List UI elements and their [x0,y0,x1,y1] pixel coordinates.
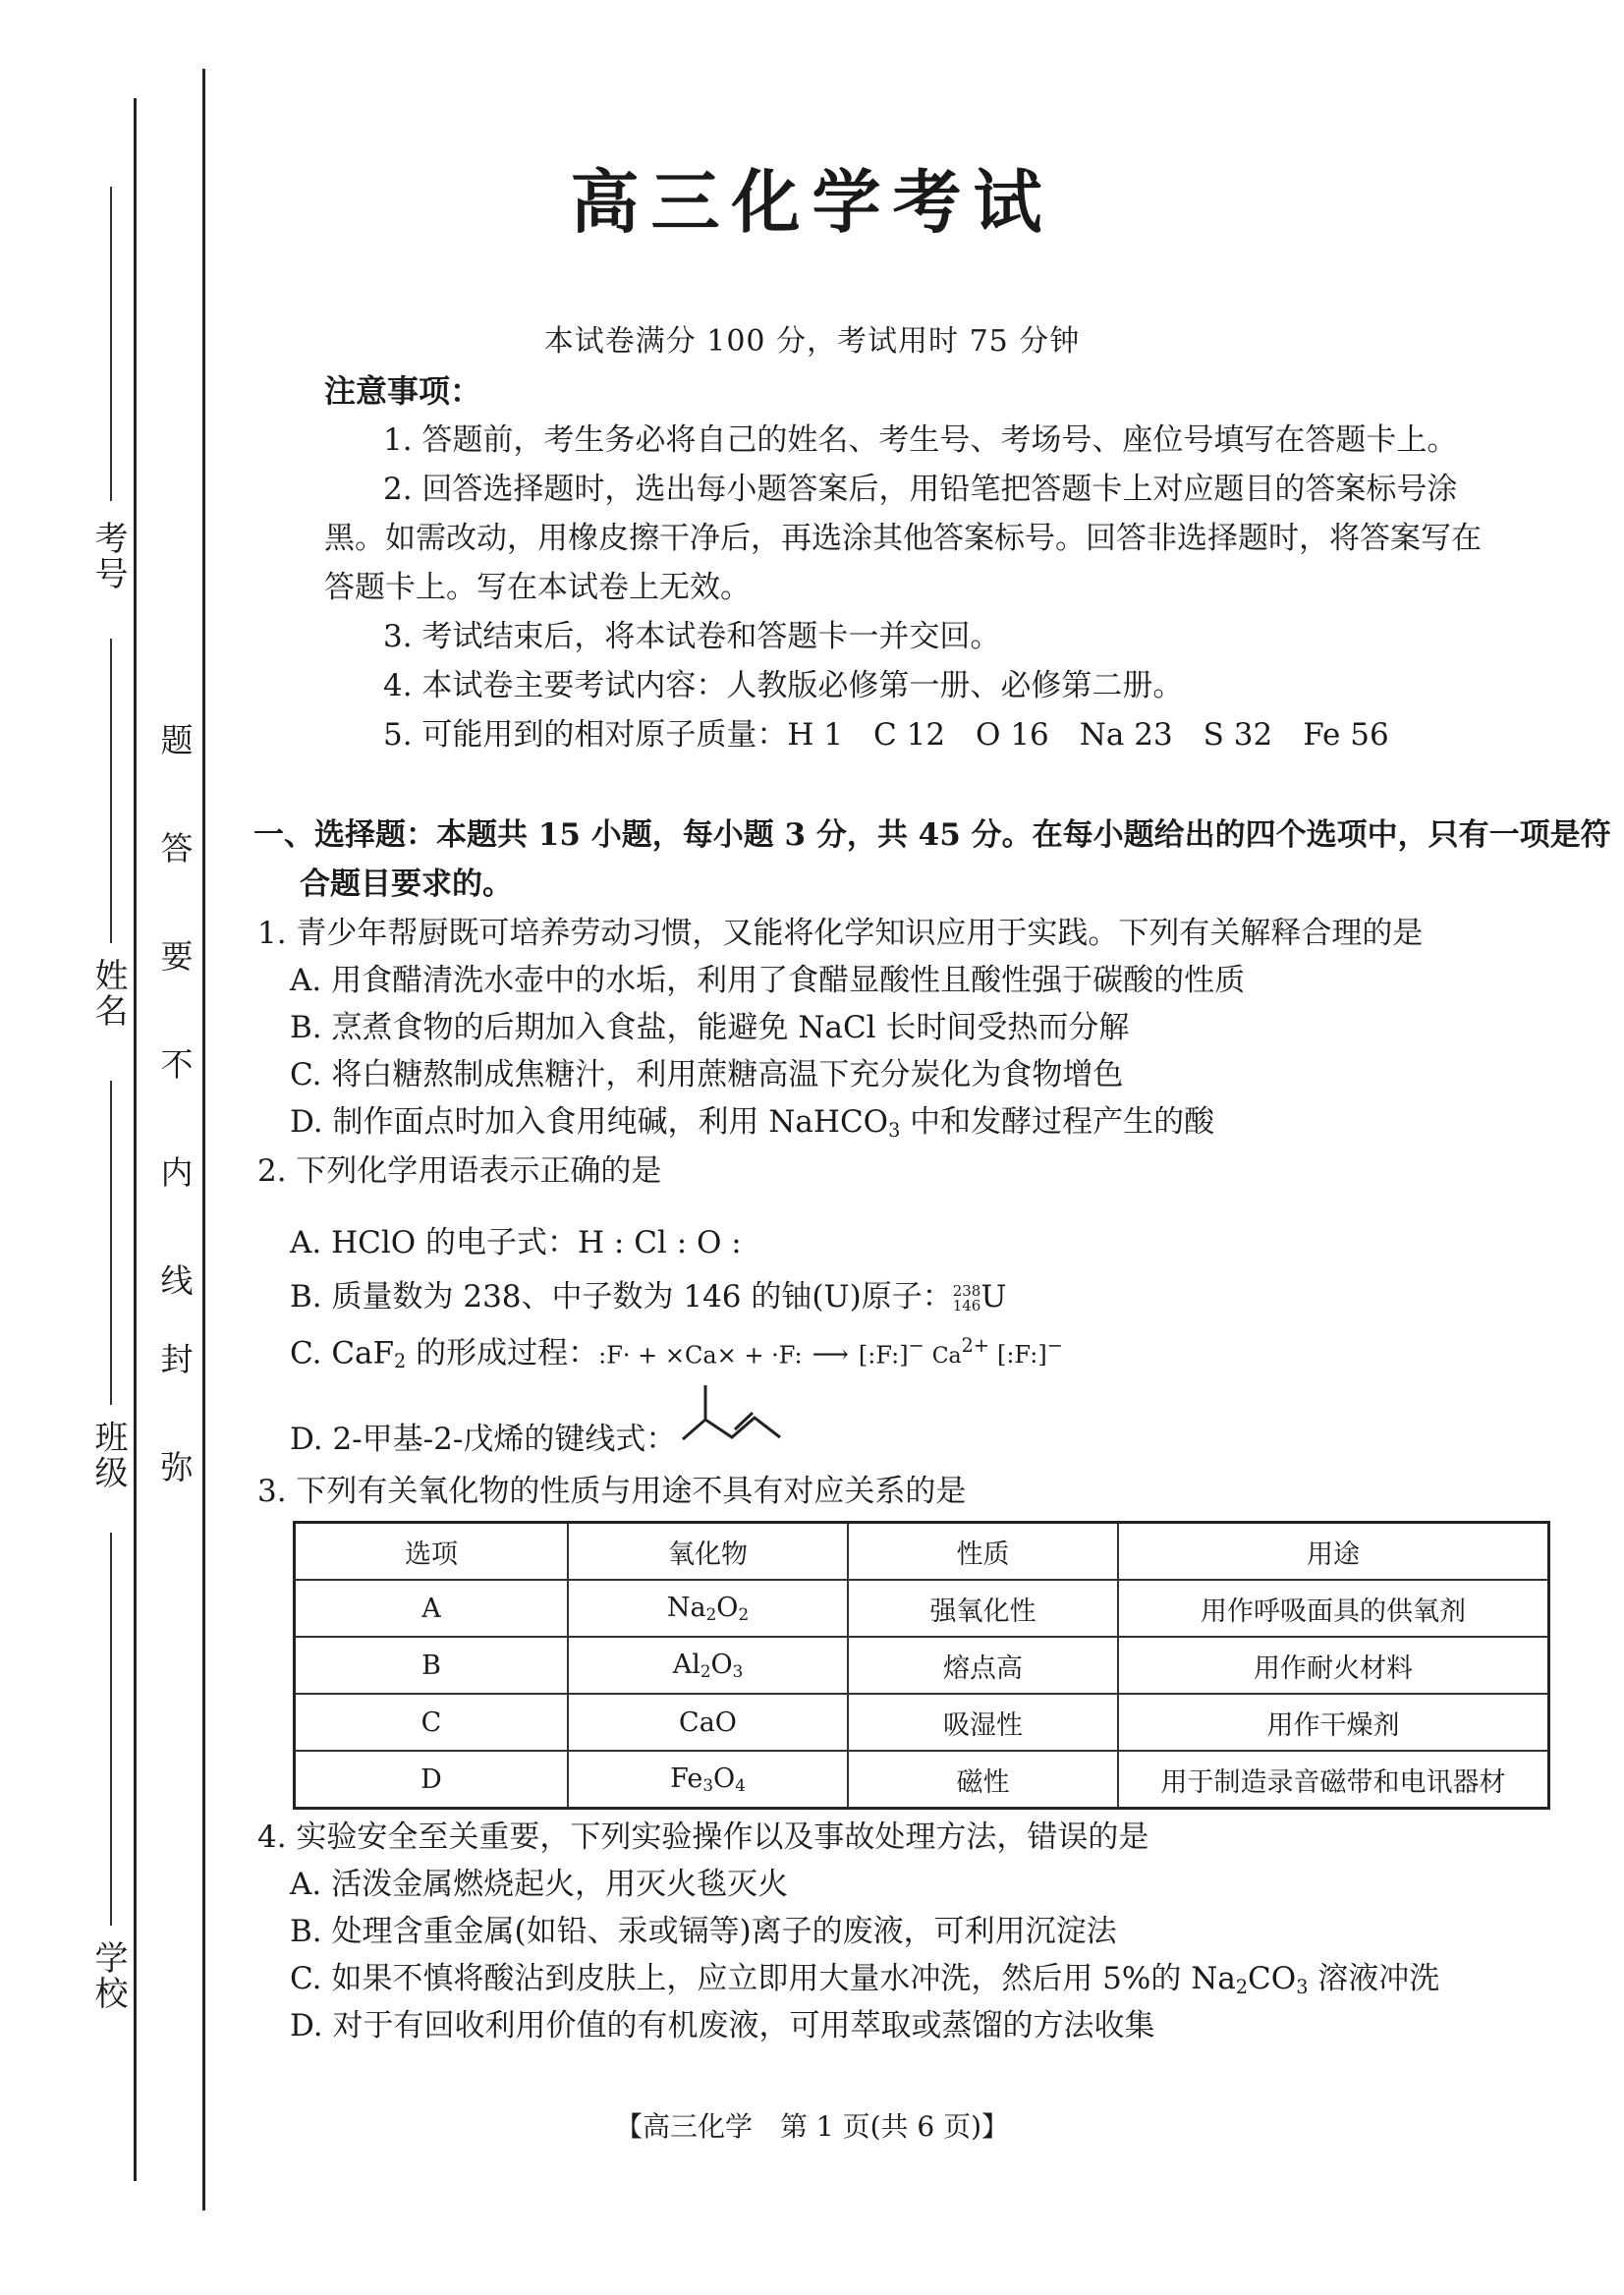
table-cell-use: 用作耐火材料 [1118,1637,1549,1694]
seal-char: 封 [160,1340,194,1378]
f-charge: − [908,1334,924,1357]
table-cell-use: 用作干燥剂 [1118,1694,1549,1751]
q4-c-sub: 2 [1235,1975,1249,1998]
field-line-xuexiao [110,1533,112,1926]
q4-c-pre: C. 如果不慎将酸沾到皮肤上，应立即用大量水冲洗，然后用 5%的 Na [290,1961,1236,1996]
q2-option-b [290,1277,1006,1316]
seal-char: 线 [160,1261,194,1300]
table-cell-option: D [295,1751,569,1809]
q3-stem: 3. 下列有关氧化物的性质与用途不具有对应关系的是 [257,1474,967,1509]
u-atomic-number: 146 [952,1296,981,1315]
caf2-reactants: :F· + ×Ca× + ·F: [598,1341,803,1370]
q2-b-label: B. 质量数为 238、中子数为 146 的铀(U)原子： [290,1279,953,1315]
f-charge: − [1046,1334,1063,1357]
q2-stem: 2. 下列化学用语表示正确的是 [257,1153,662,1189]
field-label-xuexiao: 学校 [88,1940,128,2011]
table-header: 氧化物 [568,1523,848,1581]
seal-char: 弥 [160,1448,194,1486]
q4-c-sub: 3 [1296,1975,1309,1998]
notice-item: 4. 本试卷主要考试内容：人教版必修第一册、必修第二册。 [383,668,1184,703]
ca-ion: Ca [931,1344,962,1370]
skeletal-formula-diagram [678,1380,786,1449]
q2-c-sub: 2 [394,1350,407,1373]
u-mass-number: 238 [952,1281,981,1300]
table-header: 性质 [848,1523,1118,1581]
q1-option-a: A. 用食醋清洗水壶中的水垢，利用了食醋显酸性且酸性强于碳酸的性质 [290,963,1246,998]
binding-line-inner [202,69,205,2211]
q1-option-b: B. 烹煮食物的后期加入食盐，能避免 NaCl 长时间受热而分解 [290,1010,1130,1045]
table-cell-option: A [295,1580,569,1637]
table-header: 选项 [295,1523,569,1581]
q2-option-c [290,1326,1063,1381]
table-row [295,1637,1549,1694]
reaction-arrow: ⟶ [812,1340,849,1371]
q2-option-a [290,1223,742,1262]
table-cell-property: 强氧化性 [848,1580,1118,1637]
table-row [295,1580,1549,1637]
table-header: 用途 [1118,1523,1549,1581]
notice-heading: 注意事项： [324,372,482,410]
table-header-row [295,1523,1549,1581]
q4-c-post: 溶液冲洗 [1308,1961,1440,1996]
q1-stem: 1. 青少年帮厨既可培养劳动习惯，又能将化学知识应用于实践。下列有关解释合理的是 [257,916,1424,951]
q1-d-pre: D. 制作面点时加入食用纯碱，利用 NaHCO [290,1104,889,1140]
hclo-electron-formula: H : Cl : O : [578,1225,742,1260]
q1-d-sub: 3 [888,1118,901,1142]
notice-item: 答题卡上。写在本试卷上无效。 [324,570,751,605]
field-label-xingming: 姓名 [88,958,128,1029]
binding-line-outer [134,98,137,2181]
notice-item: 5. 可能用到的相对原子质量：H 1 C 12 O 16 Na 23 S 32 Fe 56 [383,717,1389,753]
page-footer: 【高三化学 第 1 页(共 6 页)】 [614,2110,1010,2143]
seal-char: 要 [160,937,194,976]
q1-option-d [290,1102,1214,1150]
q4-c-mid: CO [1248,1961,1297,1996]
q4-stem: 4. 实验安全至关重要，下列实验操作以及事故处理方法，错误的是 [257,1819,1149,1855]
table-cell-option: B [295,1637,569,1694]
field-line-banji [110,1081,112,1405]
q2-option-d: D. 2-甲基-2-戊烯的键线式： [290,1422,677,1457]
table-cell-property: 熔点高 [848,1637,1118,1694]
notice-item: 黑。如需改动，用橡皮擦干净后，再选涂其他答案标号。回答非选择题时，将答案写在 [324,521,1482,556]
q1-d-post: 中和发酵过程产生的酸 [900,1104,1215,1140]
table-cell-oxide: $Fe_3O_4$ [568,1751,848,1809]
seal-char: 不 [160,1045,194,1084]
notice-item: 1. 答题前，考生务必将自己的姓名、考生号、考场号、座位号填写在答题卡上。 [383,422,1458,458]
q2-c-pre: C. CaF [290,1335,395,1371]
f-ion-1: [:F:] [858,1341,909,1370]
q1-option-c: C. 将白糖熬制成焦糖汁，利用蔗糖高温下充分炭化为食物增色 [290,1057,1124,1092]
table-cell-property: 磁性 [848,1751,1118,1809]
q2-c-post: 的形成过程： [406,1335,599,1371]
table-cell-oxide: CaO [568,1694,848,1751]
notice-item: 2. 回答选择题时，选出每小题答案后，用铅笔把答题卡上对应题目的答案标号涂 [383,472,1458,507]
exam-title: 高三化学考试 [570,162,1054,243]
q4-option-c [290,1959,1439,2007]
f-ion-2: [:F:] [996,1341,1047,1370]
table-cell-oxide: $Al_2O_3$ [568,1637,848,1694]
table-cell-oxide: $Na_2O_2$ [568,1580,848,1637]
seal-char: 内 [160,1153,194,1192]
table-row [295,1694,1549,1751]
oxide-table [293,1521,1550,1810]
ca-charge: 2+ [961,1334,989,1357]
q2-a-label: A. HClO 的电子式： [290,1225,579,1260]
section-heading: 一、选择题：本题共 15 小题，每小题 3 分，共 45 分。在每小题给出的四个选项中，只有一项是符 [253,817,1611,853]
section-heading-cont: 合题目要求的。 [300,867,513,902]
seal-char: 答 [160,829,194,868]
seal-char: 题 [160,721,194,759]
field-line-xingming [110,639,112,943]
table-cell-use: 用于制造录音磁带和电讯器材 [1118,1751,1549,1809]
notice-item: 3. 考试结束后，将本试卷和答题卡一并交回。 [383,619,1001,654]
table-cell-use: 用作呼吸面具的供氧剂 [1118,1580,1549,1637]
table-cell-property: 吸湿性 [848,1694,1118,1751]
skeletal-bond [683,1385,705,1439]
q4-option-a: A. 活泼金属燃烧起火，用灭火毯灭火 [290,1867,789,1902]
u-symbol: U [980,1279,1007,1315]
field-label-banji: 班级 [88,1420,128,1490]
exam-subtitle: 本试卷满分 100 分，考试用时 75 分钟 [543,324,1081,359]
field-label-kaohao: 考号 [88,521,128,591]
q4-option-d: D. 对于有回收利用价值的有机废液，可用萃取或蒸馏的方法收集 [290,2008,1155,2043]
q4-option-b: B. 处理含重金属(如铅、汞或镉等)离子的废液，可利用沉淀法 [290,1914,1117,1949]
table-row [295,1751,1549,1809]
table-cell-option: C [295,1694,569,1751]
